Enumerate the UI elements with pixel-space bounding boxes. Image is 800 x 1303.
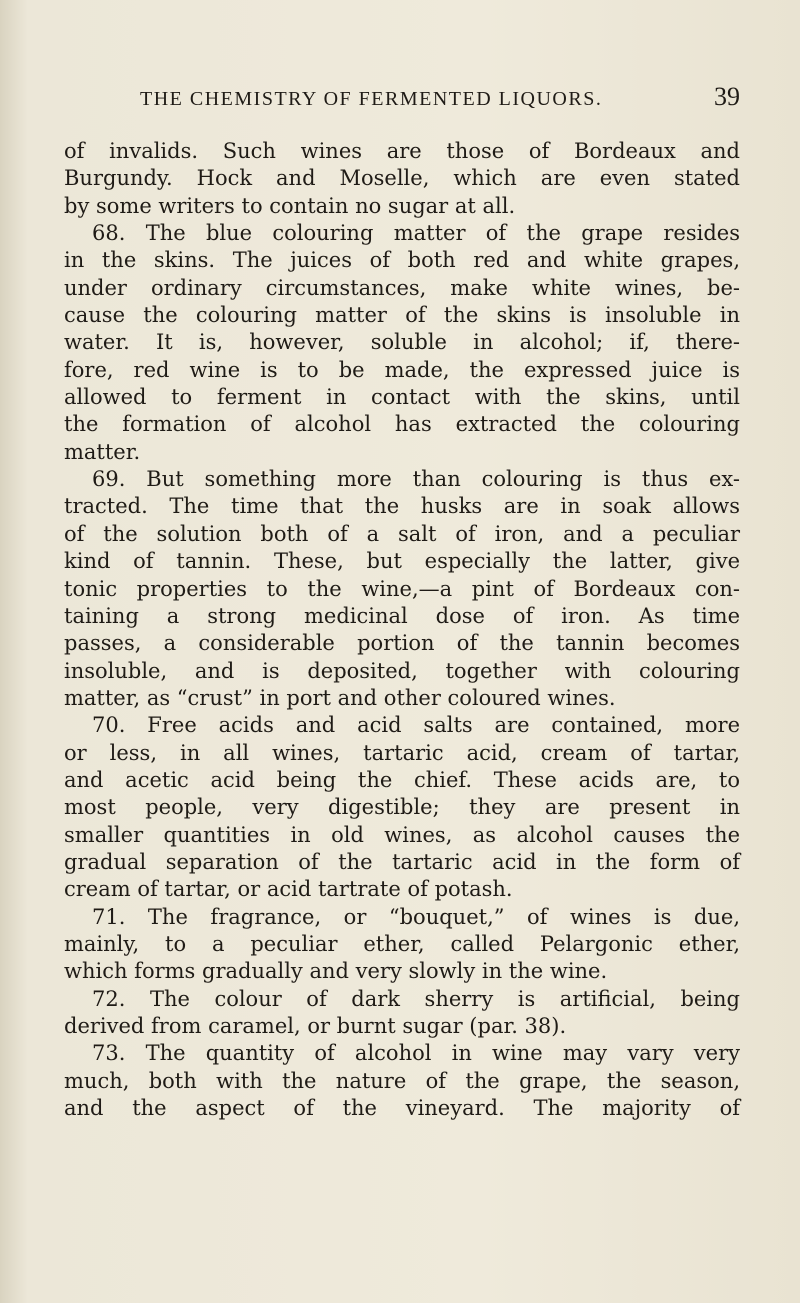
text-line: cause the colouring matter of the skins is insoluble in [64, 303, 740, 328]
text-line: gradual separation of the tartaric acid in the form of [64, 849, 740, 874]
text-line: much, both with the nature of the grape, the season, [64, 1068, 740, 1093]
text-line: derived from caramel, or burnt sugar (par. 38). [64, 1014, 567, 1038]
text-line: Burgundy. Hock and Moselle, which are even stated [64, 166, 740, 191]
text-line: 68. The blue colouring matter of the grape resides [92, 221, 740, 246]
text-line: tracted. The time that the husks are in soak allows [64, 494, 740, 519]
text-line: most people, very digestible; they are present in [64, 795, 740, 820]
text-line: under ordinary circumstances, make white wines, be- [64, 275, 740, 300]
text-line: which forms gradually and very slowly in the wine. [64, 959, 608, 984]
text-line: allowed to ferment in contact with the skins, until [64, 385, 740, 410]
text-line: fore, red wine is to be made, the expressed juice is [64, 357, 740, 382]
running-head: THE CHEMISTRY OF FERMENTED LIQUORS. [140, 88, 603, 110]
text-line: cream of tartar, or acid tartrate of potash. [64, 877, 513, 902]
text-line: matter. [64, 439, 141, 464]
text-line: by some writers to contain no sugar at all. [64, 193, 516, 218]
text-line: and the aspect of the vineyard. The majority of [64, 1096, 740, 1121]
text-line: the formation of alcohol has extracted the colouring [64, 412, 740, 437]
text-line: 70. Free acids and acid salts are contained, more [92, 713, 740, 738]
text-line: 73. The quantity of alcohol in wine may vary very [92, 1041, 740, 1066]
text-line: 69. But something more than colouring is thus ex- [92, 467, 740, 492]
text-line: insoluble, and is deposited, together with colouring [64, 658, 740, 683]
text-line: 72. The colour of dark sherry is artificial, being [92, 986, 740, 1011]
text-line: and acetic acid being the chief. These acids are, to [64, 767, 740, 792]
text-line: smaller quantities in old wines, as alcohol causes the [64, 822, 740, 847]
text-line: kind of tannin. These, but especially the latter, give [64, 549, 740, 574]
text-line: mainly, to a peculiar ether, called Pelargonic ether, [64, 931, 740, 956]
text-line: of the solution both of a salt of iron, and a peculiar [64, 521, 740, 546]
page-header [140, 80, 740, 114]
text-line: passes, a considerable portion of the tannin becomes [64, 631, 740, 656]
text-line: in the skins. The juices of both red and white grapes, [64, 248, 740, 273]
text-line: matter, as “crust” in port and other coloured wines. [64, 685, 616, 710]
text-line: or less, in all wines, tartaric acid, cream of tartar, [64, 740, 740, 765]
text-line: of invalids. Such wines are those of Bordeaux and [64, 139, 740, 163]
text-line: tonic properties to the wine,—a pint of Bordeaux con- [64, 576, 740, 601]
text-line: 71. The fragrance, or “bouquet,” of wines is due, [92, 904, 740, 929]
text-line: water. It is, however, soluble in alcohol; if, there- [64, 330, 740, 355]
body-text [64, 138, 740, 1122]
text-line: taining a strong medicinal dose of iron. As time [64, 603, 740, 628]
page-number: 39 [714, 82, 740, 111]
